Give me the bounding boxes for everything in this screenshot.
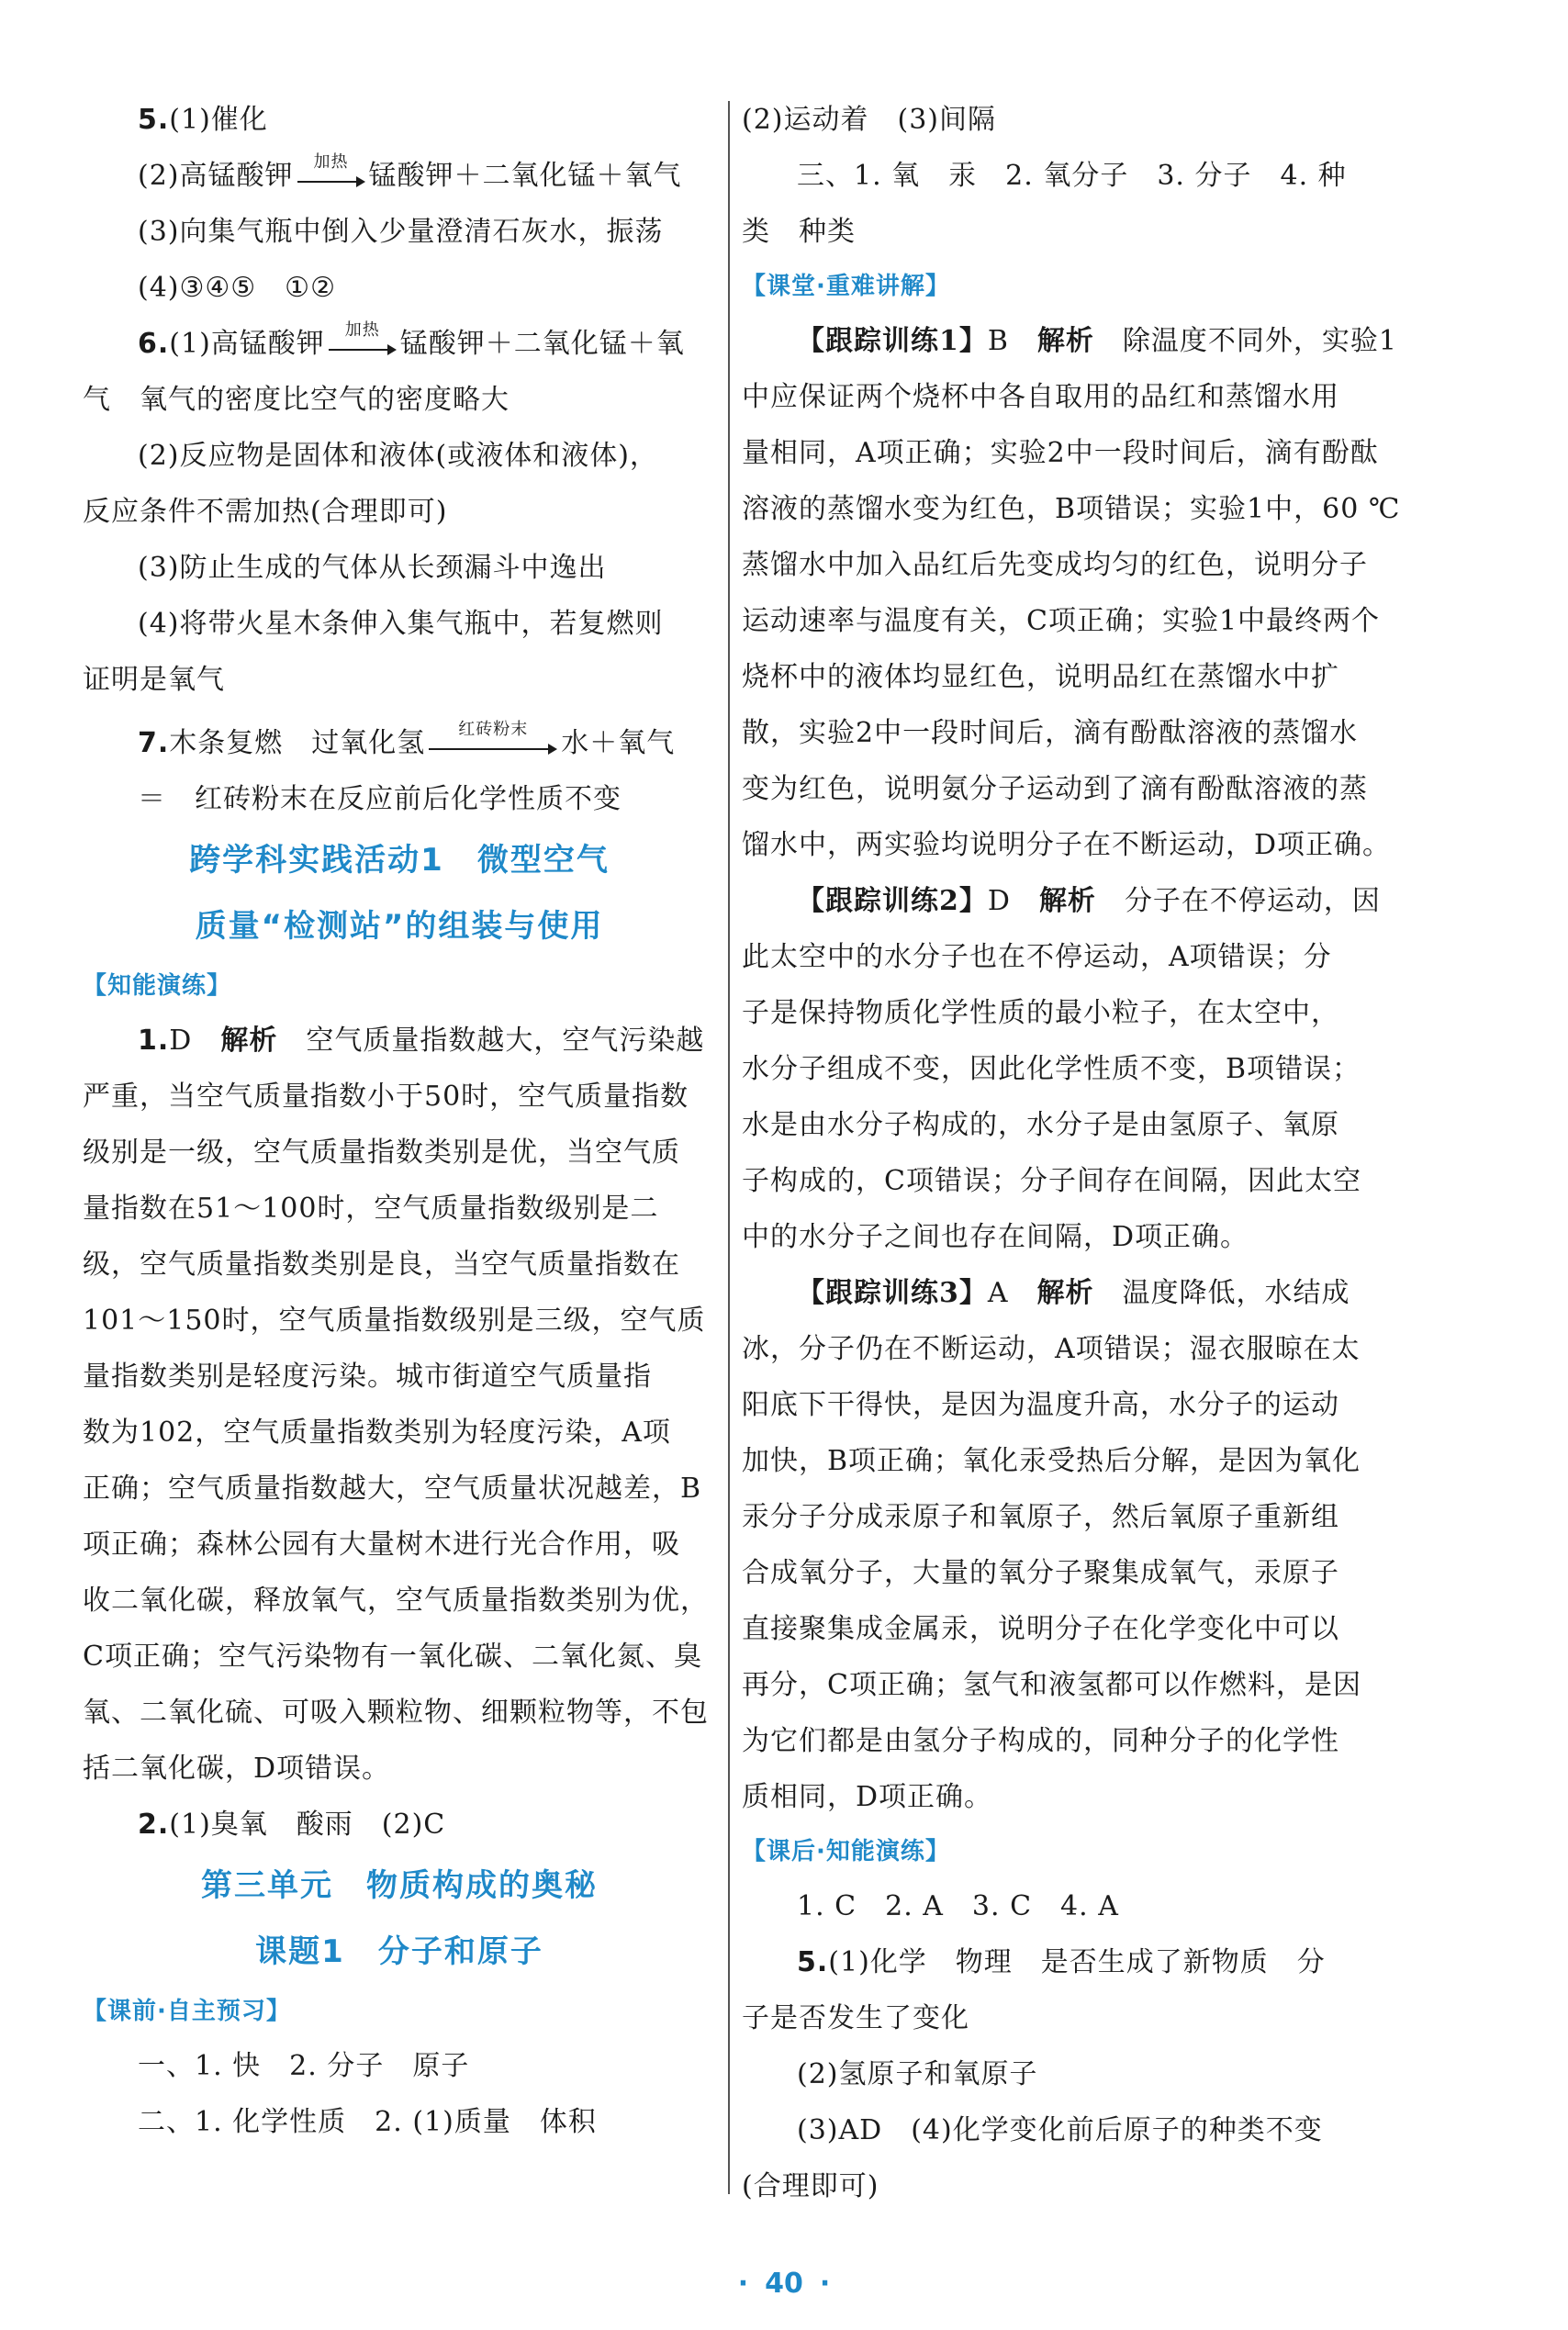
reaction-arrow-catalyst: 红砖粉末 (429, 728, 557, 761)
activity-title-line-2: 质量“检测站”的组装与使用 (195, 908, 604, 945)
gz3-line: 加快，B项正确；氧化汞受热后分解，是因为氧化 (742, 1445, 1361, 1477)
q7-equation: 7.木条复燃 过氧化氢 红砖粉末 水＋氧气 (138, 720, 676, 759)
reaction-arrow-heating: 加热 (329, 329, 397, 362)
q6-line-4: 反应条件不需加热(合理即可) (83, 496, 448, 528)
gz1-line-1: 【跟踪训练1】B 解析 除温度不同外，实验1 (797, 325, 1398, 357)
gz1-line: 量相同，A项正确；实验2中一段时间后，滴有酚酞 (742, 437, 1379, 469)
gz3-line: 为它们都是由氢分子构成的，同种分子的化学性 (742, 1725, 1339, 1757)
gz1-line: 中应保证两个烧杯中各自取用的品红和蒸馏水用 (742, 381, 1339, 413)
page-number: 40 (765, 2268, 803, 2300)
a2-line: 2.(1)臭氧 酸雨 (2)C (138, 1809, 446, 1841)
footer-dot-icon: · (819, 2268, 831, 2300)
pre-line-2: 二、1. 化学性质 2. (1)质量 体积 (138, 2106, 597, 2138)
reaction-arrow-heating: 加热 (297, 161, 365, 194)
q6-line-5: (3)防止生成的气体从长颈漏斗中逸出 (138, 552, 607, 584)
gz2-line: 子是保持物质化学性质的最小粒子，在太空中， (742, 997, 1339, 1029)
gz1-line: 散，实验2中一段时间后，滴有酚酞溶液的蒸馏水 (742, 717, 1359, 749)
continued-line: (2)运动着 (3)间隔 (742, 104, 996, 136)
gz1-line: 蒸馏水中加入品红后先变成均匀的红色，说明分子 (742, 549, 1368, 581)
post5-line-3: (2)氢原子和氧原子 (797, 2058, 1038, 2090)
pre-line-1: 一、1. 快 2. 分子 原子 (138, 2050, 470, 2082)
a1-line: 氧、二氧化硫、可吸入颗粒物、细颗粒物等，不包 (83, 1697, 709, 1729)
gz3-line-1: 【跟踪训练3】A 解析 温度降低，水结成 (797, 1277, 1350, 1309)
post5-line-1: 5.(1)化学 物理 是否生成了新物质 分 (797, 1946, 1326, 1978)
a1-line: 级，空气质量指数类别是良，当空气质量指数在 (83, 1249, 680, 1281)
post5-line-2: 子是否发生了变化 (742, 2002, 969, 2034)
gz3-line: 汞分子分成汞原子和氧原子，然后氧原子重新组 (742, 1501, 1339, 1533)
a1-line: 严重，当空气质量指数小于50时，空气质量指数 (83, 1081, 689, 1113)
gz2-line: 子构成的，C项错误；分子间存在间隔，因此太空 (742, 1165, 1361, 1197)
a1-line: 正确；空气质量指数越大，空气质量状况越差，B (83, 1473, 702, 1505)
q6-equation: 6.(1)高锰酸钾 加热 锰酸钾＋二氧化锰＋氧 (138, 320, 685, 360)
q6-line-6: (4)将带火星木条伸入集气瓶中，若复燃则 (138, 608, 664, 640)
gz3-line: 冰，分子仍在不断运动，A项错误；湿衣服晾在太 (742, 1333, 1361, 1365)
page-footer (0, 2268, 1568, 2300)
a1-line: 项正确；森林公园有大量树木进行光合作用，吸 (83, 1529, 680, 1561)
a1-line: 级别是一级，空气质量指数类别是优，当空气质 (83, 1137, 680, 1169)
lesson-title: 课题1 分子和原子 (255, 1933, 543, 1970)
a1-line: 数为102，空气质量指数类别为轻度污染，A项 (83, 1417, 671, 1449)
a1-line-1: 1.D 解析 空气质量指数越大，空气污染越 (138, 1025, 705, 1057)
gz1-line: 运动速率与温度有关，C项正确；实验1中最终两个 (742, 605, 1381, 637)
q6-line-3: (2)反应物是固体和液体(或液体和液体)， (138, 440, 658, 472)
gz3-line: 再分，C项正确；氢气和液氢都可以作燃料，是因 (742, 1669, 1361, 1701)
gz2-line: 水分子组成不变，因此化学性质不变，B项错误； (742, 1053, 1361, 1085)
gz2-line-1: 【跟踪训练2】D 解析 分子在不停运动，因 (797, 885, 1381, 917)
section-tag-kehou: 【课后·知能演练】 (742, 1838, 950, 1865)
a1-line: C项正确；空气污染物有一氧化碳、二氧化氮、臭 (83, 1641, 702, 1673)
a1-line: 101～150时，空气质量指数级别是三级，空气质 (83, 1305, 706, 1337)
q5-line-3: (3)向集气瓶中倒入少量澄清石灰水，振荡 (138, 216, 664, 248)
footer-dot-icon: · (737, 2268, 749, 2300)
activity-title-line-1: 跨学科实践活动1 微型空气 (189, 842, 610, 879)
q7-line-2: ＝ 红砖粉末在反应前后化学性质不变 (138, 783, 622, 815)
gz1-line: 烧杯中的液体均显红色，说明品红在蒸馏水中扩 (742, 661, 1339, 693)
gz1-line: 馏水中，两实验均说明分子在不断运动，D项正确。 (742, 829, 1392, 861)
gz2-line: 此太空中的水分子也在不停运动，A项错误；分 (742, 941, 1332, 973)
unit-title: 第三单元 物质构成的奥秘 (201, 1867, 598, 1904)
gz2-line: 中的水分子之间也存在间隔，D项正确。 (742, 1221, 1249, 1253)
a1-line: 括二氧化碳，D项错误。 (83, 1753, 391, 1785)
q5-line-4: (4)③④⑤ ①② (138, 272, 336, 304)
san-line-2: 类 种类 (742, 216, 856, 248)
q5-equation: (2)高锰酸钾 加热 锰酸钾＋二氧化锰＋氧气 (138, 152, 682, 192)
a1-line: 量指数在51～100时，空气质量指数级别是二 (83, 1193, 659, 1225)
a1-line: 收二氧化碳，释放氧气，空气质量指数类别为优， (83, 1585, 709, 1617)
san-line-1: 三、1. 氧 汞 2. 氧分子 3. 分子 4. 种 (797, 160, 1347, 192)
gz3-line: 阳底下干得快，是因为温度升高，水分子的运动 (742, 1389, 1339, 1421)
gz3-line: 质相同，D项正确。 (742, 1781, 993, 1813)
gz1-line: 变为红色，说明氨分子运动到了滴有酚酞溶液的蒸 (742, 773, 1368, 805)
q5-line-1: 5.(1)催化 (138, 104, 268, 136)
post-line-1: 1. C 2. A 3. C 4. A (797, 1890, 1119, 1922)
gz3-line: 合成氧分子，大量的氧分子聚集成氧气，汞原子 (742, 1557, 1339, 1589)
gz1-line: 溶液的蒸馏水变为红色，B项错误；实验1中，60 ℃ (742, 493, 1401, 525)
gz3-line: 直接聚集成金属汞，说明分子在化学变化中可以 (742, 1613, 1339, 1645)
q6-line-2: 气 氧气的密度比空气的密度略大 (83, 384, 510, 416)
gz2-line: 水是由水分子构成的，水分子是由氢原子、氧原 (742, 1109, 1339, 1141)
post5-line-4: (3)AD (4)化学变化前后原子的种类不变 (797, 2114, 1323, 2146)
right-column (742, 92, 1401, 2214)
section-tag-zhineng: 【知能演练】 (83, 972, 232, 1000)
a1-line: 量指数类别是轻度污染。城市街道空气质量指 (83, 1361, 652, 1393)
left-column (83, 92, 716, 2150)
section-tag-kqian: 【课前·自主预习】 (83, 1998, 291, 2025)
q6-line-7: 证明是氧气 (83, 664, 225, 696)
column-divider (728, 101, 730, 2194)
post5-line-5: (合理即可) (742, 2170, 879, 2202)
section-tag-ketang: 【课堂·重难讲解】 (742, 273, 950, 300)
